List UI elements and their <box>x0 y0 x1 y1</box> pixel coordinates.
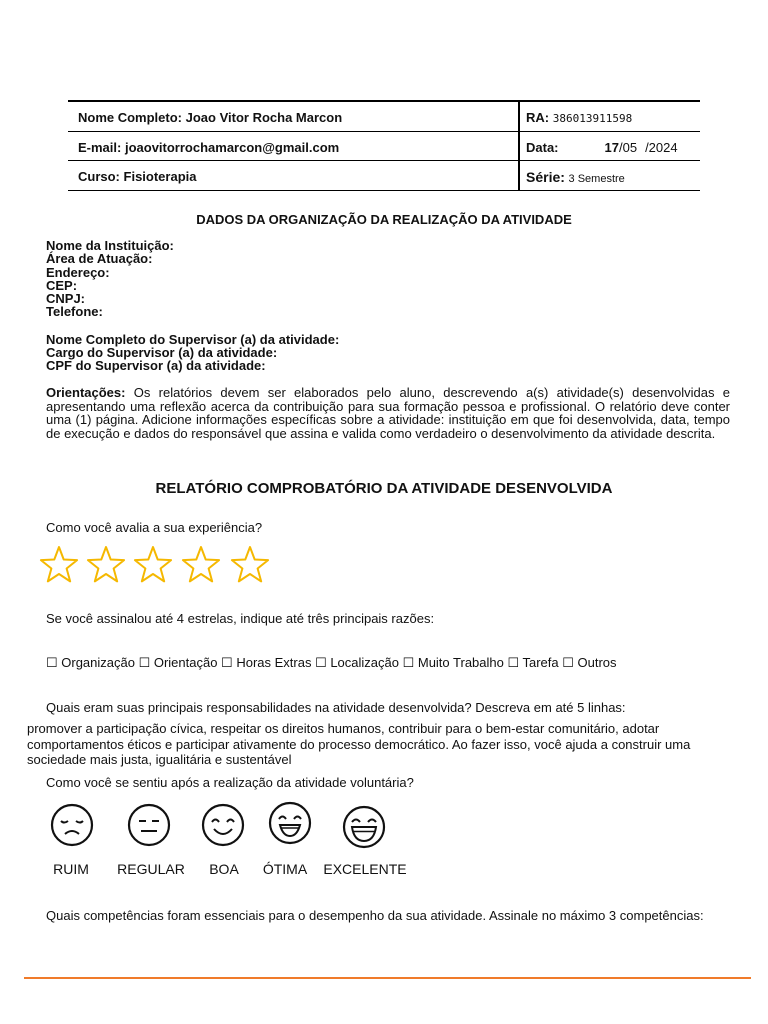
mood-label-otima: ÓTIMA <box>262 861 308 877</box>
star-icon[interactable] <box>38 545 80 585</box>
email-field <box>78 140 339 155</box>
data-field <box>526 140 678 155</box>
serie-label: Série: <box>526 169 565 185</box>
org-field-cnpj: CNPJ: <box>46 291 86 307</box>
reasons-question: Se você assinalou até 4 estrelas, indique até três principais razões: <box>46 611 435 626</box>
org-field-cep: CEP: <box>46 277 78 293</box>
star-icon[interactable] <box>132 545 174 585</box>
data-year: /2024 <box>645 140 678 155</box>
table-row <box>68 160 700 190</box>
ra-label: RA: <box>526 110 550 125</box>
competencies-question: Quais competências foram essenciais para o desempenho da sua atividade. Assinale no máximo 3 competências: <box>46 908 704 923</box>
table-row <box>68 102 700 131</box>
orientacoes-text: Os relatórios devem ser elaborados pelo aluno, descrevendo a(s) atividade(s) desenvolvidas e apresentando uma reflexão acerca da contribuição para sua formação pessoa e profissional. O relatório deve conter uma (1) página. Adicione informações específicas sobre a atividade: instituição em que foi desenvolvida, data, tempo de execução e dados do responsável que assina e valida como verdadeiro o desenvolvimento da atividade descrita. <box>46 385 730 441</box>
star-icon[interactable] <box>180 545 222 585</box>
orientacoes-paragraph <box>46 386 730 440</box>
supervisor-cargo: Cargo do Supervisor (a) da atividade: <box>46 345 278 361</box>
table-row <box>68 131 700 161</box>
supervisor-nome: Nome Completo do Supervisor (a) da atividade: <box>46 331 340 347</box>
org-field-telefone: Telefone: <box>46 304 103 320</box>
footer-divider <box>24 977 751 979</box>
email-label: E-mail: <box>78 140 122 155</box>
star-icon[interactable] <box>85 545 127 585</box>
smile-face-icon[interactable] <box>200 802 246 848</box>
nome-label: Nome Completo: <box>78 110 182 125</box>
reasons-options[interactable]: ☐ Organização ☐ Orientação ☐ Horas Extras ☐ Localização ☐ Muito Trabalho ☐ Tarefa ☐ Outros <box>46 655 617 670</box>
neutral-face-icon[interactable] <box>126 802 172 848</box>
nome-field <box>78 110 342 125</box>
sad-face-icon[interactable] <box>49 802 95 848</box>
data-day: 17 <box>604 140 619 155</box>
org-fields <box>46 239 339 373</box>
data-label: Data: <box>526 140 559 155</box>
email-value: joaovitorrochamarcon@gmail.com <box>124 140 340 155</box>
org-section-title: DADOS DA ORGANIZAÇÃO DA REALIZAÇÃO DA ATIVIDADE <box>196 212 572 227</box>
responsibilities-answer: promover a participação cívica, respeitar os direitos humanos, contribuir para o bem-estar comunitário, adotar comportamentos éticos e participar ativamente do processo democrático. Ao fazer isso, você ajuda a construir uma sociedade mais justa, igualitária e sustentável <box>27 721 691 767</box>
mood-label-ruim: RUIM <box>53 861 89 877</box>
star-icon[interactable] <box>229 545 271 585</box>
orientacoes-label: Orientações: <box>46 385 126 400</box>
serie-field <box>526 169 625 185</box>
mood-label-boa: BOA <box>209 861 239 877</box>
grin-face-icon[interactable] <box>267 800 313 846</box>
mood-label-excelente: EXCELENTE <box>323 861 407 877</box>
report-title: RELATÓRIO COMPROBATÓRIO DA ATIVIDADE DESENVOLVIDA <box>155 480 613 497</box>
mood-label-regular: REGULAR <box>117 861 185 877</box>
org-field-area: Área de Atuação: <box>46 251 153 267</box>
data-month: /05 <box>618 140 638 155</box>
curso-field <box>78 169 196 184</box>
org-field-endereco: Endereço: <box>46 264 110 280</box>
ra-field <box>526 110 632 125</box>
laughing-face-icon[interactable] <box>341 804 387 850</box>
responsibilities-question: Quais eram suas principais responsabilidades na atividade desenvolvida? Descreva em até 5 linhas: <box>46 700 626 715</box>
ra-value: 386013911598 <box>552 112 633 125</box>
supervisor-cpf: CPF do Supervisor (a) da atividade: <box>46 358 266 374</box>
org-field-instituicao: Nome da Instituição: <box>46 238 174 253</box>
curso-label: Curso: <box>78 169 120 184</box>
curso-value: Fisioterapia <box>123 169 197 184</box>
feeling-question: Como você se sentiu após a realização da atividade voluntária? <box>46 775 414 790</box>
serie-value: 3 Semestre <box>568 173 625 185</box>
nome-value: Joao Vitor Rocha Marcon <box>185 110 343 125</box>
experience-question: Como você avalia a sua experiência? <box>46 520 263 535</box>
student-info-table <box>68 100 700 191</box>
